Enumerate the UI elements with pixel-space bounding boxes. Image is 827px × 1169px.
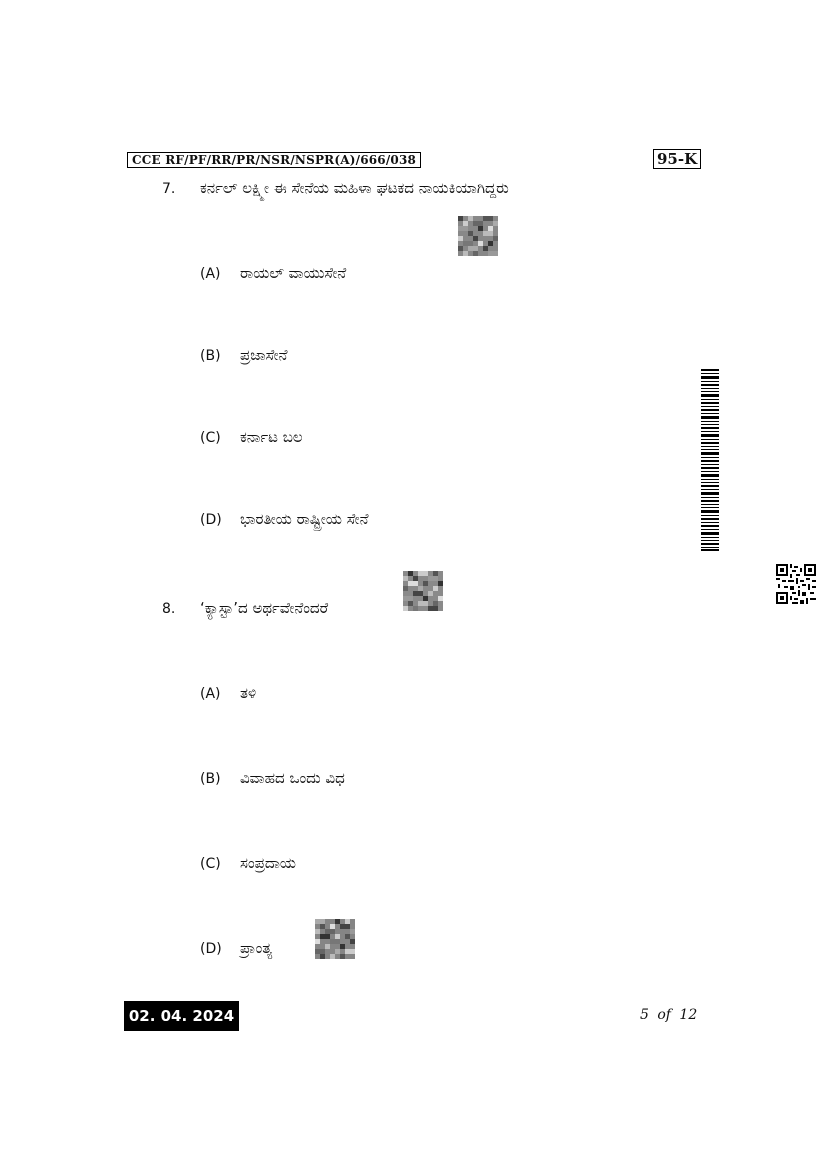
q7-option-a-letter: (A) <box>200 266 221 282</box>
qr-code-icon <box>776 564 816 604</box>
series-code: 95-K <box>653 149 701 169</box>
q8-option-b-text: ವಿವಾಹದ ಒಂದು ವಿಧ <box>240 769 345 787</box>
q7-option-a-text: ರಾಯಲ್ ವಾಯುಸೇನೆ <box>240 264 347 282</box>
q7-option-d-text: ಭಾರತೀಯ ರಾಷ್ಟ್ರೀಯ ಸೇನೆ <box>240 510 369 528</box>
question-8-text: ‘ಕ್ಯಾಸ್ಟಾ’ದ ಅರ್ಥವೇನೆಂದರೆ <box>200 599 329 617</box>
watermark-noise-3 <box>315 919 355 959</box>
q8-option-b-letter: (B) <box>200 771 221 787</box>
q7-option-b-text: ಪ್ರಜಾಸೇನೆ <box>240 346 288 364</box>
q8-option-d-text: ಪ್ರಾಂತ್ಯ <box>240 939 273 957</box>
barcode-icon <box>701 369 719 551</box>
q7-option-c-text: ಕರ್ನಾಟ ಬಲ <box>240 428 303 446</box>
question-7-number: 7. <box>162 181 176 197</box>
watermark-noise-2 <box>403 571 443 611</box>
q8-option-c-text: ಸಂಪ್ರದಾಯ <box>240 854 296 872</box>
q8-option-a-letter: (A) <box>200 686 221 702</box>
watermark-noise-1 <box>458 216 498 256</box>
q8-option-d-letter: (D) <box>200 941 222 957</box>
q7-option-b-letter: (B) <box>200 348 221 364</box>
paper-code: CCE RF/PF/RR/PR/NSR/NSPR(A)/666/038 <box>127 152 421 168</box>
exam-date: 02. 04. 2024 <box>124 1001 239 1031</box>
q7-option-c-letter: (C) <box>200 430 221 446</box>
question-7-text: ಕರ್ನಲ್ ಲಕ್ಷ್ಮೀ ಈ ಸೇನೆಯ ಮಹಿಳಾ ಘಟಕದ ನಾಯಕಿಯಾಗಿದ್ದರು <box>200 179 509 197</box>
q8-option-a-text: ತಳಿ <box>240 684 257 702</box>
page-number: 5 of 12 <box>640 1007 698 1023</box>
question-8-number: 8. <box>162 601 176 617</box>
q8-option-c-letter: (C) <box>200 856 221 872</box>
q7-option-d-letter: (D) <box>200 512 222 528</box>
